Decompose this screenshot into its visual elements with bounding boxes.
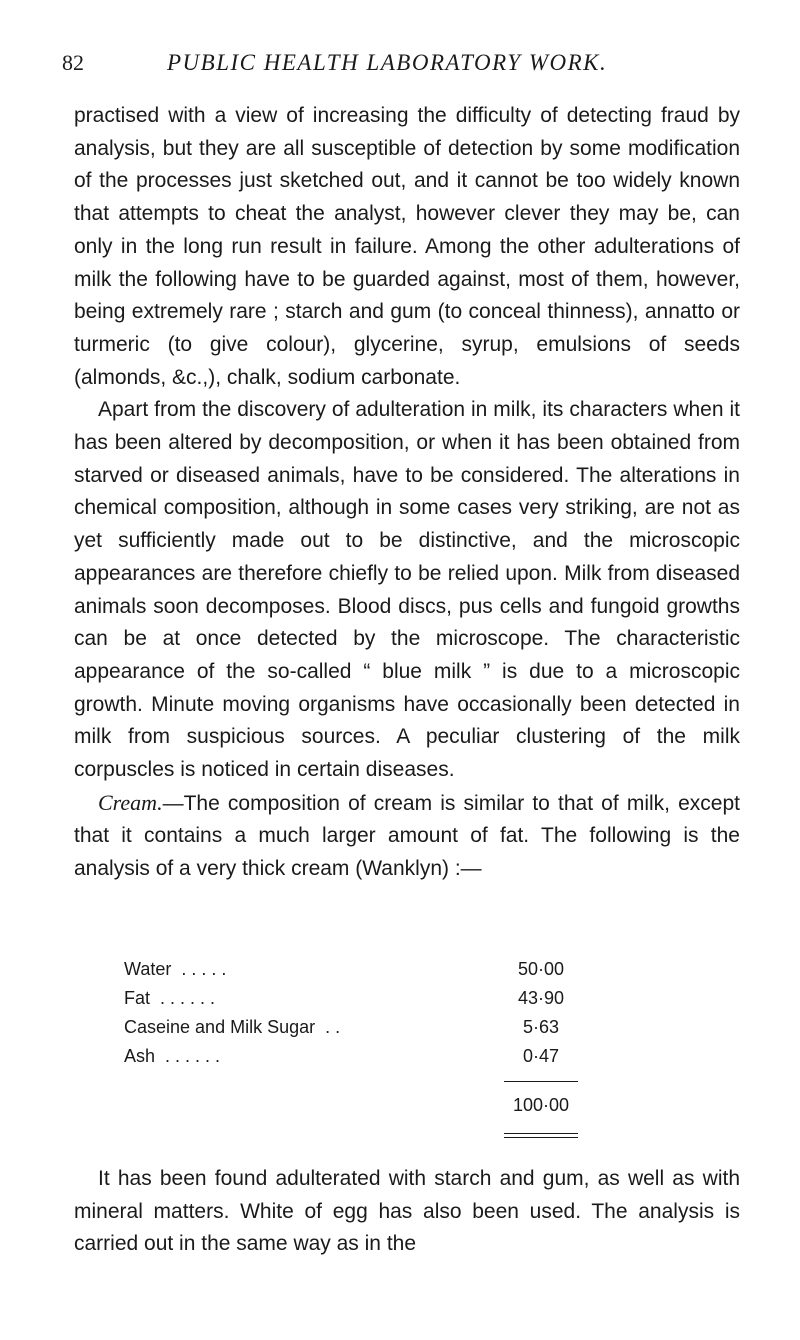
row-label: Ash . . . . . . (124, 1046, 221, 1066)
row-value: 5·63 (522, 1017, 560, 1037)
paragraph-adulterations: practised with a view of increasing the difficulty of detecting fraud by analysis, but they are all susceptible of detection by some modification of the processes just sketched out, and it cannot be too widely known that attempts to cheat the analyst, however clever they may be, can only in the long run result in failure. Among the other adulterations of milk the following have to be guarded against, most of them, however, being extremely rare ; starch and gum (to conceal thinness), annatto or turmeric (to give colour), glycerine, syrup, emulsions of seeds (almonds, &c.,), chalk, sodium carbonate. (74, 104, 740, 389)
cream-analysis-table (124, 955, 644, 1115)
table-row (124, 955, 644, 984)
closing-text (74, 1163, 740, 1261)
row-label: Caseine and Milk Sugar . . (124, 1017, 341, 1037)
total-double-rule (504, 1133, 578, 1138)
body-text (74, 100, 740, 886)
dot-leader: . . (325, 1017, 341, 1037)
cream-heading: Cream. (98, 789, 163, 815)
dot-leader: . . . . . . (160, 988, 216, 1008)
paragraph-decomposition: Apart from the discovery of adulteration in milk, its characters when it has been altered by decomposition, or when it has been obtained from starved or diseased animals, have to be considered. The alterations in chemical composition, although in some cases very striking, are not as yet sufficiently made out to be distinctive, and the microscopic appearances are therefore chiefly to be relied upon. Milk from diseased animals soon decomposes. Blood discs, pus cells and fungoid growths can be at once detected by the microscope. The characteristic appearance of the so-called “ blue milk ” is due to a microscopic growth. Minute moving organisms have occasionally been detected in milk from suspicious sources. A peculiar clustering of the milk corpuscles is noticed in certain diseases. (74, 398, 740, 782)
row-value: 43·90 (517, 988, 565, 1008)
dot-leader: . . . . . (181, 959, 227, 979)
running-title: PUBLIC HEALTH LABORATORY WORK. (167, 50, 608, 75)
paragraph-cream (74, 787, 740, 886)
table-row (124, 984, 644, 1013)
row-label: Water . . . . . (124, 959, 227, 979)
dot-leader: . . . . . . (165, 1046, 221, 1066)
table-row (124, 1042, 644, 1071)
cream-text: —The composition of cream is similar to that of milk, except that it contains a much larger amount of fat. The following is the analysis of a very thick cream (Wanklyn) :— (74, 791, 740, 881)
row-value: 0·47 (522, 1046, 560, 1066)
table-row (124, 1013, 644, 1042)
total-value: 100·00 (512, 1095, 570, 1115)
page-header (62, 50, 742, 90)
row-label: Fat . . . . . . (124, 988, 216, 1008)
paragraph-closing: It has been found adulterated with starch and gum, as well as with mineral matters. White of egg has also been used. The analysis is carried out in the same way as in the (74, 1167, 740, 1256)
sum-rule (504, 1081, 578, 1082)
page-number: 82 (62, 50, 84, 75)
row-value: 50·00 (517, 959, 565, 979)
